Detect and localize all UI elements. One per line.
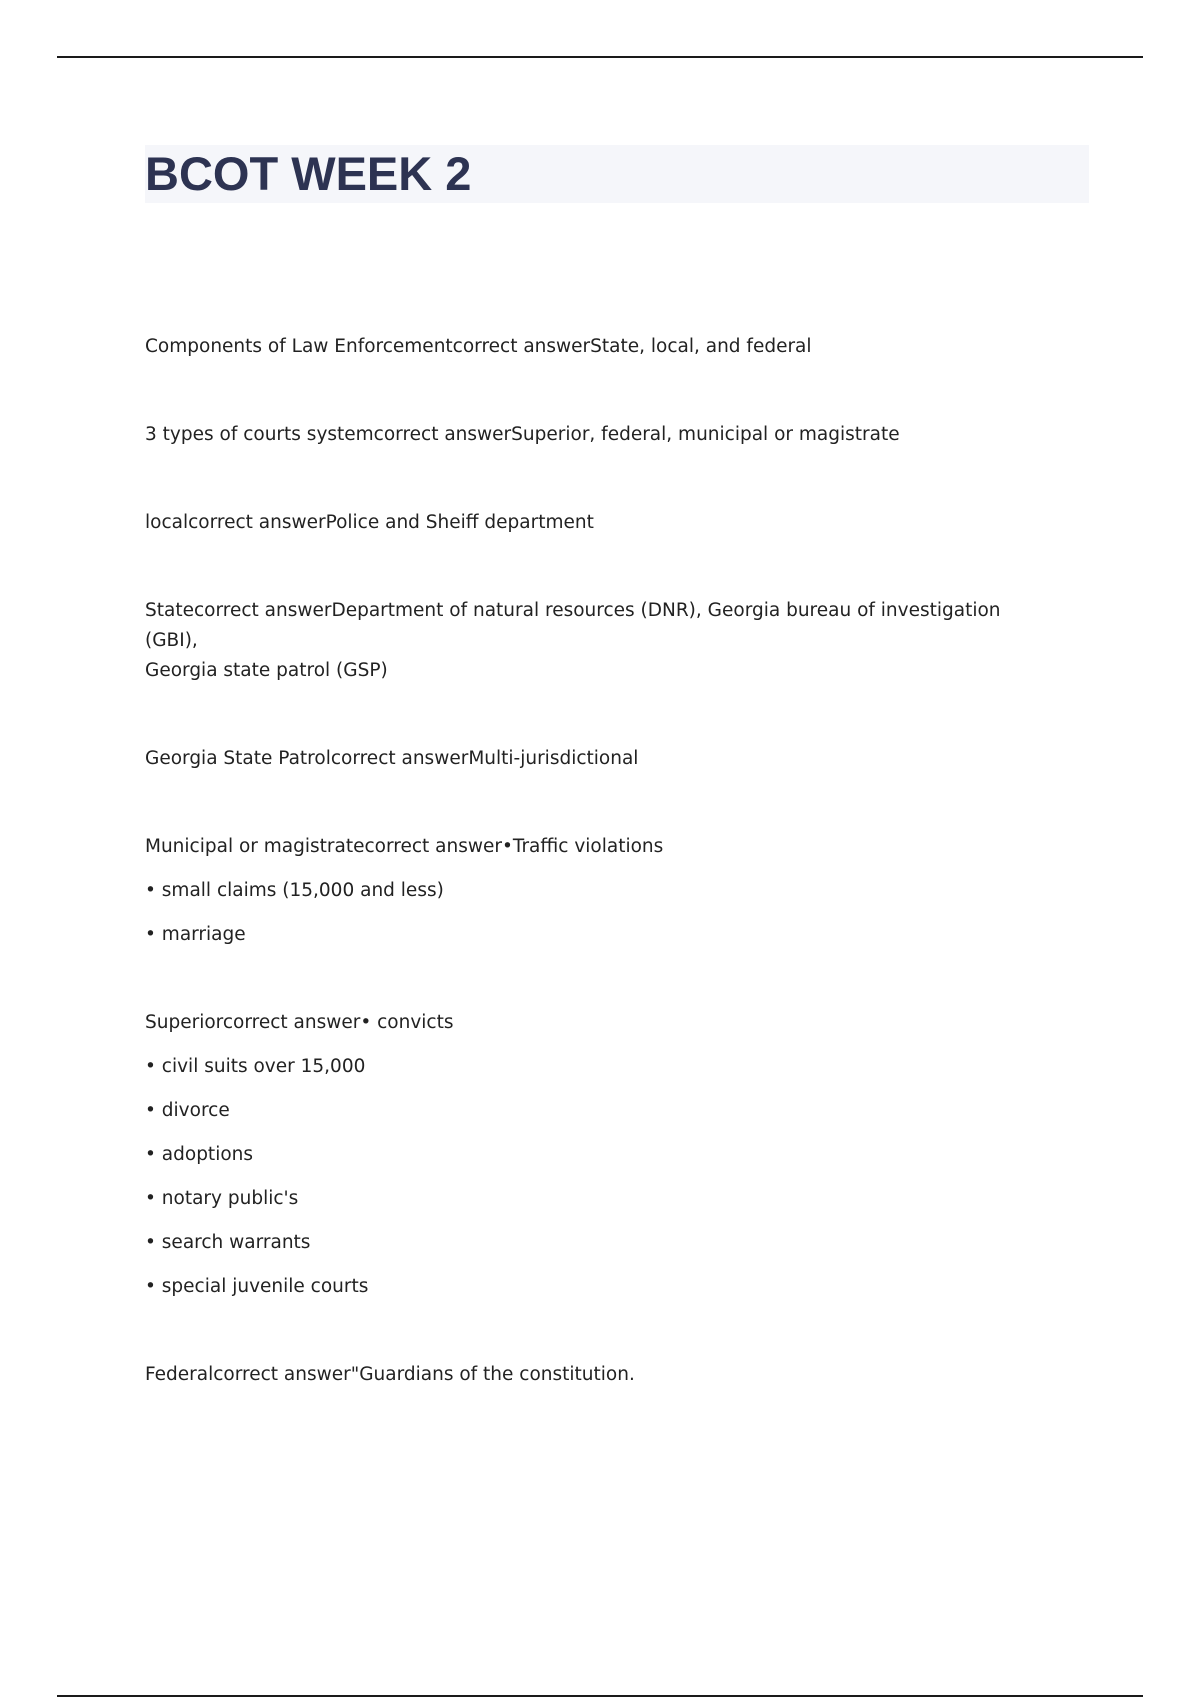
qa-entry bbox=[145, 1008, 1045, 1302]
bullet-item: • search warrants bbox=[145, 1232, 311, 1253]
bullet-item: • adoptions bbox=[145, 1144, 254, 1165]
qa-text: 3 types of courts systemcorrect answerSuperior, federal, municipal or magistrate bbox=[145, 424, 900, 445]
bullet-item: • special juvenile courts bbox=[145, 1276, 369, 1297]
qa-entry bbox=[145, 832, 1045, 950]
bullet-item: • small claims (15,000 and less) bbox=[145, 880, 444, 901]
qa-entry bbox=[145, 1360, 1045, 1390]
document-body bbox=[145, 332, 1045, 1448]
bullet-item: • divorce bbox=[145, 1100, 230, 1121]
qa-text: Municipal or magistratecorrect answer•Traffic violations bbox=[145, 836, 664, 857]
qa-entry bbox=[145, 596, 1045, 686]
qa-text: Superiorcorrect answer• convicts bbox=[145, 1012, 454, 1033]
qa-text: Georgia State Patrolcorrect answerMulti-jurisdictional bbox=[145, 748, 639, 769]
qa-entry bbox=[145, 508, 1045, 538]
qa-text: Federalcorrect answer"Guardians of the constitution. bbox=[145, 1364, 635, 1385]
qa-entry bbox=[145, 332, 1045, 362]
qa-text: Statecorrect answerDepartment of natural resources (DNR), Georgia bureau of investigation (GBI), bbox=[145, 600, 1001, 651]
qa-text: Components of Law Enforcementcorrect answerState, local, and federal bbox=[145, 336, 812, 357]
bottom-rule bbox=[57, 1695, 1143, 1697]
bullet-item: • marriage bbox=[145, 924, 246, 945]
qa-text: localcorrect answerPolice and Sheiff department bbox=[145, 512, 594, 533]
bullet-item: • notary public's bbox=[145, 1188, 299, 1209]
qa-text-continued: Georgia state patrol (GSP) bbox=[145, 660, 388, 681]
top-rule bbox=[57, 56, 1143, 58]
qa-entry bbox=[145, 420, 1045, 450]
qa-entry bbox=[145, 744, 1045, 774]
bullet-item: • civil suits over 15,000 bbox=[145, 1056, 366, 1077]
document-title: BCOT WEEK 2 bbox=[145, 147, 472, 200]
